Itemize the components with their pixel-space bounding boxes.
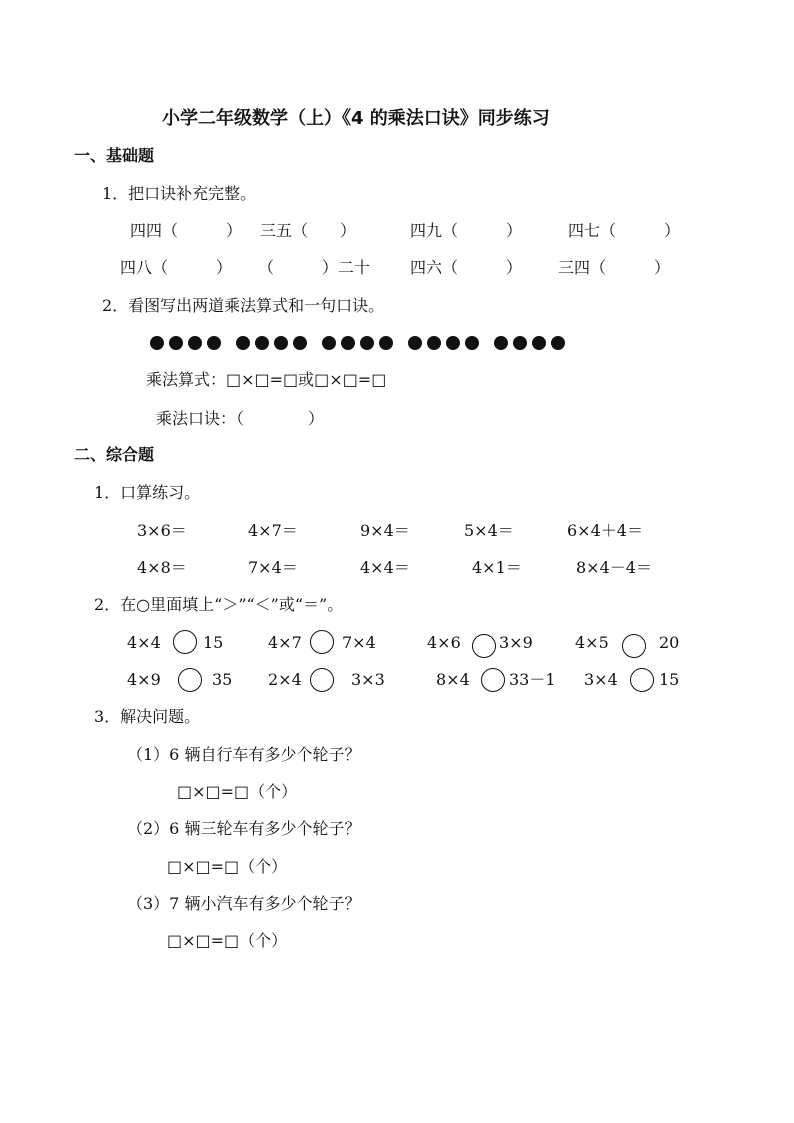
mental-math-item: 3×6＝ (137, 521, 187, 540)
rhyme-blank: （ ）二十 (258, 258, 371, 277)
word-problem-answer: □×□=□（个） (167, 857, 288, 876)
rhyme-blank: 四四（ ） (130, 221, 243, 240)
rhyme-blank: 四六（ ） (410, 258, 523, 277)
compare-right: 7×4 (342, 633, 376, 652)
dot-group (408, 336, 484, 350)
word-problem-answer: □×□=□（个） (177, 782, 298, 801)
dot-group (322, 336, 398, 350)
compare-right: 3×9 (499, 633, 533, 652)
compare-left: 4×5 (575, 633, 609, 652)
compare-left: 4×7 (268, 633, 302, 652)
compare-right: 15 (203, 633, 224, 652)
word-problem-answer: □×□=□（个） (167, 931, 288, 950)
dot (150, 336, 164, 350)
compare-right: 20 (659, 633, 680, 652)
dot-picture (150, 336, 580, 350)
dot (274, 336, 288, 350)
dot (408, 336, 422, 350)
rhyme-blank: 四七（ ） (568, 221, 681, 240)
compare-left: 3×4 (584, 670, 618, 689)
compare-left: 4×4 (127, 633, 161, 652)
mental-math-item: 7×4＝ (248, 558, 298, 577)
dot (236, 336, 250, 350)
dot (427, 336, 441, 350)
dot (494, 336, 508, 350)
dot (169, 336, 183, 350)
word-problem: （2）6 辆三轮车有多少个轮子？ (127, 819, 361, 838)
dot (360, 336, 374, 350)
compare-circle[interactable] (173, 630, 197, 654)
dot (341, 336, 355, 350)
section-basic-heading: 一、基础题 (74, 146, 155, 165)
page-title: 小学二年级数学（上）《4 的乘法口诀》同步练习 (162, 108, 550, 129)
compare-circle[interactable] (630, 668, 654, 692)
dot (379, 336, 393, 350)
word-problem: （1）6 辆自行车有多少个轮子？ (127, 745, 361, 764)
dot (446, 336, 460, 350)
rhyme-blank: 四九（ ） (410, 221, 523, 240)
compare-right: 35 (212, 670, 233, 689)
dot-group (236, 336, 312, 350)
mental-math-item: 4×7＝ (248, 521, 298, 540)
compare-circle[interactable] (310, 630, 334, 654)
dot (465, 336, 479, 350)
dot (188, 336, 202, 350)
compare-circle[interactable] (481, 668, 505, 692)
compare-circle[interactable] (622, 634, 646, 658)
c3-prompt: 3．解决问题。 (94, 707, 201, 726)
dot (293, 336, 307, 350)
dot (207, 336, 221, 350)
rhyme-blank: 四八（ ） (120, 258, 233, 277)
dot (551, 336, 565, 350)
rhyme-line: 乘法口诀：（ ） (156, 409, 325, 428)
rhyme-blank: 三五（ ） (260, 221, 357, 240)
dot (532, 336, 546, 350)
dot-group (150, 336, 226, 350)
mental-math-item: 6×4＋4＝ (567, 521, 643, 540)
compare-left: 4×6 (427, 633, 461, 652)
compare-left: 8×4 (436, 670, 470, 689)
mental-math-item: 9×4＝ (360, 521, 410, 540)
mental-math-item: 4×1＝ (472, 558, 522, 577)
compare-right: 15 (659, 670, 680, 689)
c2-prompt: 2．在○里面填上“＞”“＜”或“＝”。 (94, 595, 344, 614)
mental-math-item: 8×4－4＝ (576, 558, 652, 577)
dot (255, 336, 269, 350)
compare-right: 33－1 (509, 670, 556, 689)
word-problem: （3）7 辆小汽车有多少个轮子？ (127, 894, 361, 913)
q1-prompt: 1．把口诀补充完整。 (102, 184, 257, 203)
mental-math-item: 4×4＝ (360, 558, 410, 577)
compare-circle[interactable] (310, 668, 334, 692)
compare-circle[interactable] (178, 668, 202, 692)
mental-math-item: 5×4＝ (464, 521, 514, 540)
compare-left: 4×9 (127, 670, 161, 689)
formula-line: 乘法算式：□×□=□或□×□=□ (146, 370, 387, 389)
q2-prompt: 2．看图写出两道乘法算式和一句口诀。 (102, 296, 385, 315)
dot-group (494, 336, 570, 350)
mental-math-item: 4×8＝ (137, 558, 187, 577)
rhyme-blank: 三四（ ） (558, 258, 671, 277)
dot (513, 336, 527, 350)
c1-prompt: 1．口算练习。 (94, 483, 201, 502)
compare-right: 3×3 (351, 670, 385, 689)
dot (322, 336, 336, 350)
compare-circle[interactable] (472, 634, 496, 658)
compare-left: 2×4 (268, 670, 302, 689)
section-combined-heading: 二、综合题 (74, 445, 155, 464)
